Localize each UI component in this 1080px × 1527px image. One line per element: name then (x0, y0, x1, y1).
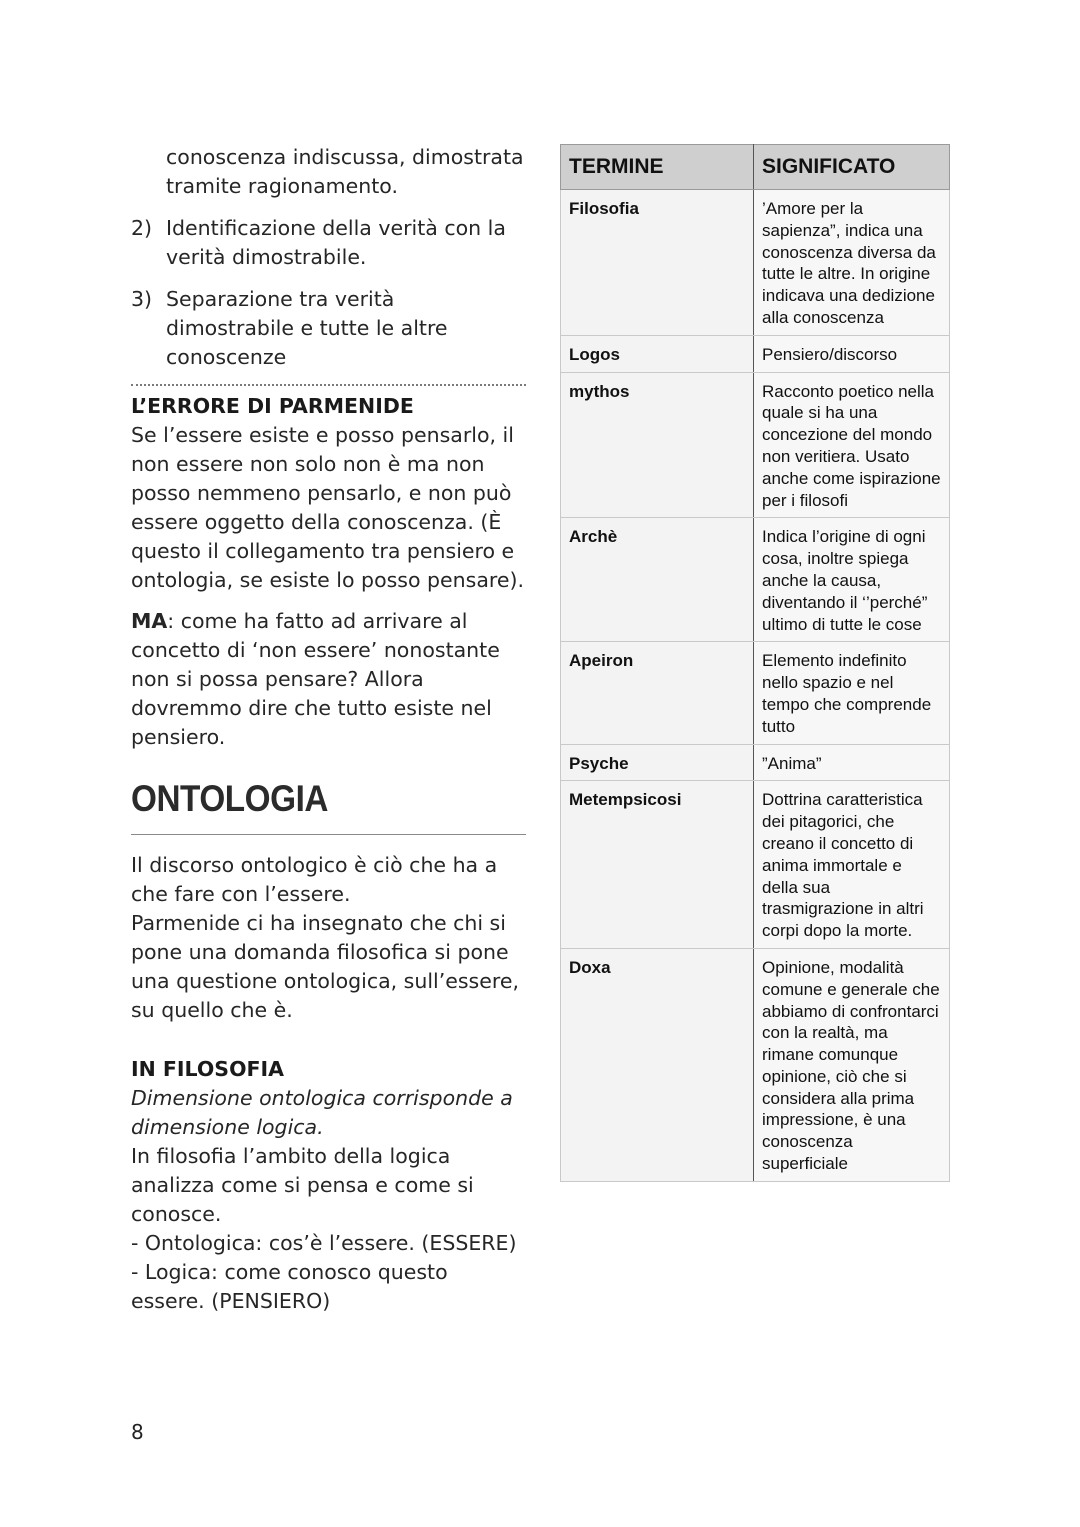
definition-cell: Opinione, modalità comune e generale che abbiamo di confrontarci con la realtà, ma rimane comunque opinione, ciò che si considera alla prima impressione, è una conoscenza superficiale (754, 948, 950, 1181)
list-text: Separazione tra verità dimostrabile e tutte le altre conoscenze (166, 287, 448, 369)
glossary-table-wrapper (560, 144, 950, 1182)
filosofia-heading: IN FILOSOFIA (131, 1057, 284, 1081)
errore-paragraph: Se l’essere esiste e posso pensarlo, il non essere non solo non è ma non posso nemmeno pensarlo, e non può essere oggetto della conoscenza. (È questo il collegamento tra pensiero e ontologia, se esiste lo posso pensare). (131, 423, 524, 592)
intro-continuation: conoscenza indiscussa, dimostrata tramite ragionamento. (166, 145, 524, 198)
dotted-divider (131, 384, 526, 386)
list-item-2 (131, 214, 526, 272)
title-rule (131, 834, 526, 835)
filosofia-line-ontologica: - Ontologica: cos’è l’essere. (ESSERE) (131, 1231, 517, 1255)
header-termine: TERMINE (561, 145, 754, 190)
header-significato: SIGNIFICATO (754, 145, 950, 190)
filosofia-paragraph: In filosofia l’ambito della logica analizza come si pensa e come si conosce. (131, 1144, 474, 1226)
ma-label: MA (131, 609, 168, 633)
table-row (561, 372, 950, 518)
ma-paragraph (131, 607, 526, 752)
list-number: 2) (131, 216, 153, 240)
table-row (561, 948, 950, 1181)
term-cell: Psyche (561, 744, 754, 781)
definition-cell: ’Amore per la sapienza”, indica una conoscenza diversa da tutte le altre. In origine indicava una dedizione alla conoscenza (754, 190, 950, 336)
table-row (561, 335, 950, 372)
definition-cell: Pensiero/discorso (754, 335, 950, 372)
term-cell: Doxa (561, 948, 754, 1181)
filosofia-line-logica: - Logica: come conosco questo essere. (PENSIERO) (131, 1260, 448, 1313)
table-header-row (561, 145, 950, 190)
definition-cell: Elemento indefinito nello spazio e nel tempo che comprende tutto (754, 642, 950, 744)
list-item-3 (131, 285, 526, 372)
table-row (561, 642, 950, 744)
definition-cell: Dottrina caratteristica dei pitagorici, che creano il concetto di anima immortale e della sua trasmigrazione in altri corpi dopo la morte. (754, 781, 950, 949)
ontologia-title: ONTOLOGIA (131, 778, 328, 819)
table-row (561, 190, 950, 336)
errore-heading: L’ERRORE DI PARMENIDE (131, 394, 414, 418)
glossary-table (560, 144, 950, 1182)
table-row (561, 518, 950, 642)
definition-cell: ”Anima” (754, 744, 950, 781)
table-row (561, 781, 950, 949)
term-cell: Apeiron (561, 642, 754, 744)
filosofia-italic: Dimensione ontologica corrisponde a dimensione logica. (131, 1086, 513, 1139)
list-number: 3) (131, 287, 153, 311)
term-cell: Logos (561, 335, 754, 372)
term-cell: Metempsicosi (561, 781, 754, 949)
definition-cell: Racconto poetico nella quale si ha una concezione del mondo non veritiera. Usato anche come ispirazione per i filosofi (754, 372, 950, 518)
list-text: Identificazione della verità con la verità dimostrabile. (166, 216, 506, 269)
term-cell: mythos (561, 372, 754, 518)
table-row (561, 744, 950, 781)
ma-text: : come ha fatto ad arrivare al concetto di ‘non essere’ nonostante non si possa pensare? Allora dovremmo dire che tutto esiste nel pensiero. (131, 609, 500, 749)
term-cell: Archè (561, 518, 754, 642)
ontologia-paragraph-2: Parmenide ci ha insegnato che chi si pone una domanda filosofica si pone una questione ontologica, sull’essere, su quello che è. (131, 911, 519, 1022)
left-column (131, 143, 526, 1316)
page-number: 8 (131, 1420, 144, 1444)
ontologia-paragraph-1: Il discorso ontologico è ciò che ha a che fare con l’essere. (131, 853, 498, 906)
term-cell: Filosofia (561, 190, 754, 336)
definition-cell: Indica l’origine di ogni cosa, inoltre spiega anche la causa, diventando il ‘’perché” ultimo di tutte le cose (754, 518, 950, 642)
